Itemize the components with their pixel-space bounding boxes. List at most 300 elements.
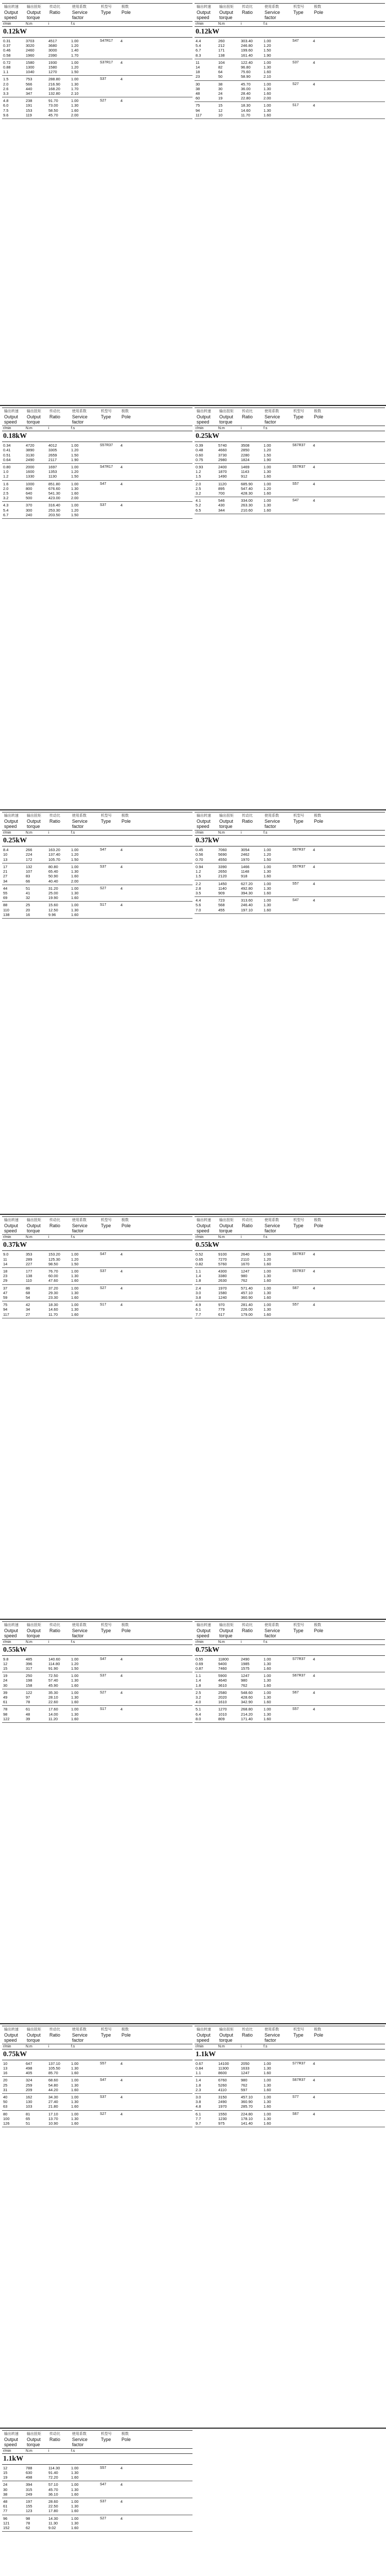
table-cell: 2980 bbox=[218, 457, 227, 462]
header-cn: 输出扭矩 bbox=[27, 1623, 41, 1627]
table-row bbox=[2, 2116, 192, 2121]
table-cell: 1610 bbox=[218, 1700, 227, 1705]
table-cell: 23 bbox=[196, 74, 200, 79]
table-row bbox=[2, 2499, 192, 2504]
type-cell: S57R37 bbox=[100, 444, 113, 448]
table-cell: 1.00 bbox=[71, 848, 79, 853]
table-cell: 1.70 bbox=[71, 53, 79, 58]
motor-group bbox=[195, 897, 385, 914]
table-row bbox=[2, 53, 192, 58]
table-cell: 3130 bbox=[26, 452, 34, 457]
header-en: Type bbox=[293, 1223, 304, 1229]
table-cell: 57.40 bbox=[48, 1678, 58, 1683]
table-cell: 163.20 bbox=[48, 848, 60, 853]
motor-group bbox=[2, 2060, 192, 2077]
table-cell: 1.30 bbox=[264, 1711, 271, 1717]
table-cell: 2050 bbox=[241, 2061, 250, 2066]
type-cell bbox=[291, 70, 312, 74]
table-cell: 457.10 bbox=[241, 2094, 253, 2099]
table-cell: 94 bbox=[3, 1307, 8, 1312]
table-cell: 1970 bbox=[218, 1285, 227, 1291]
header-en: Pole bbox=[121, 2032, 131, 2038]
table-cell: 1247 bbox=[241, 1269, 250, 1274]
table-cell: 19 bbox=[218, 96, 223, 101]
pole-cell: 4 bbox=[313, 60, 315, 65]
pole-cell bbox=[312, 491, 327, 496]
table-cell: 5.4 bbox=[3, 507, 9, 513]
unit-cell: i bbox=[48, 1235, 49, 1240]
table-cell: 1.1 bbox=[196, 2071, 201, 2076]
table-row bbox=[195, 1683, 385, 1688]
table-cell: 57.10 bbox=[48, 2482, 58, 2487]
table-row bbox=[2, 474, 192, 479]
pole-cell: 4 bbox=[120, 77, 123, 82]
table-row bbox=[2, 469, 192, 474]
table-cell: 2.0 bbox=[3, 81, 9, 87]
column-header bbox=[195, 408, 385, 426]
unit-cell: f.s bbox=[264, 427, 268, 431]
header-cell bbox=[119, 2432, 135, 2447]
type-cell bbox=[291, 469, 312, 474]
table-cell: 1.00 bbox=[71, 503, 79, 508]
pole-cell: 4 bbox=[120, 1690, 123, 1695]
table-row bbox=[2, 1662, 192, 1666]
table-cell: 627.20 bbox=[241, 881, 253, 886]
pole-cell bbox=[312, 91, 327, 96]
table-cell: 4.0 bbox=[196, 1700, 201, 1705]
pole-cell bbox=[312, 2083, 327, 2088]
table-cell: 1.60 bbox=[264, 70, 271, 75]
type-cell bbox=[291, 503, 312, 507]
power-rating: 0.12kW bbox=[2, 27, 192, 38]
table-cell: 1.00 bbox=[264, 2061, 271, 2066]
table-cell: 4110 bbox=[218, 2087, 227, 2092]
header-en: Pole bbox=[314, 2032, 324, 2038]
units-row bbox=[2, 1640, 192, 1645]
pole-cell bbox=[312, 74, 327, 79]
type-cell: S37 bbox=[100, 1674, 107, 1678]
type-cell: S37 bbox=[100, 865, 107, 869]
table-column bbox=[2, 1216, 192, 1318]
table-cell: 1.60 bbox=[264, 1278, 271, 1283]
table-row bbox=[2, 2099, 192, 2104]
power-rating: 0.18kW bbox=[2, 431, 192, 442]
unit-cell bbox=[119, 1640, 135, 1644]
table-cell: 5.2 bbox=[196, 503, 201, 508]
table-cell: 1.00 bbox=[71, 2516, 79, 2521]
table-cell: 13 bbox=[3, 857, 8, 862]
type-cell: S27 bbox=[100, 886, 107, 890]
table-cell: 13.70 bbox=[48, 2116, 58, 2121]
table-cell: 14.60 bbox=[48, 1307, 58, 1312]
table-cell: 1.8 bbox=[196, 1278, 201, 1283]
table-row bbox=[195, 857, 385, 862]
block-separator bbox=[0, 2023, 386, 2024]
table-cell: 440 bbox=[26, 86, 32, 91]
motor-group bbox=[195, 2094, 385, 2111]
table-cell: 1.60 bbox=[264, 1312, 271, 1317]
unit-cell bbox=[312, 22, 327, 26]
unit-cell: N.m bbox=[26, 2044, 32, 2048]
unit-cell: N.m bbox=[26, 22, 32, 26]
table-cell: 253.30 bbox=[48, 507, 60, 513]
table-row bbox=[195, 1278, 385, 1283]
table-row bbox=[195, 1700, 385, 1704]
header-en: Service factor bbox=[265, 819, 280, 829]
pole-cell bbox=[312, 2066, 327, 2071]
type-cell: S67 bbox=[292, 1286, 299, 1290]
unit-cell bbox=[291, 2045, 312, 2048]
header-cell bbox=[70, 1623, 99, 1638]
pole-cell: 4 bbox=[313, 498, 315, 503]
pole-cell: 4 bbox=[120, 2465, 123, 2470]
header-cell bbox=[240, 1623, 262, 1638]
table-cell: 1270 bbox=[218, 1707, 227, 1712]
header-cn: 极数 bbox=[121, 410, 129, 414]
header-cell bbox=[291, 814, 312, 829]
column-header bbox=[195, 812, 385, 831]
table-cell: 28.10 bbox=[48, 1694, 58, 1700]
table-cell: 6.7 bbox=[196, 48, 201, 53]
table-cell: 20 bbox=[3, 2078, 8, 2083]
header-en: Service factor bbox=[265, 2032, 280, 2043]
table-row bbox=[2, 1666, 192, 1671]
table-cell: 15 bbox=[218, 103, 223, 108]
type-cell bbox=[291, 91, 312, 96]
table-cell: 9100 bbox=[218, 1252, 227, 1257]
table-cell: 1.30 bbox=[71, 2065, 79, 2071]
table-row bbox=[195, 1666, 385, 1671]
header-en: Pole bbox=[314, 1628, 324, 1633]
pole-cell: 4 bbox=[313, 1302, 315, 1308]
table-cell: 1.30 bbox=[71, 1678, 79, 1683]
table-cell: 1.00 bbox=[71, 2482, 79, 2487]
header-en: Output speed bbox=[4, 10, 19, 20]
unit-cell bbox=[99, 1235, 119, 1239]
header-cell bbox=[25, 1623, 47, 1638]
table-cell: 1.00 bbox=[264, 864, 271, 869]
table-cell: 1.30 bbox=[71, 869, 79, 874]
type-cell: S57R37 bbox=[292, 865, 306, 869]
header-cn: 机型号 bbox=[101, 1623, 112, 1627]
pole-cell: 4 bbox=[120, 903, 123, 908]
table-cell: 1.00 bbox=[71, 2499, 79, 2504]
table-cell: 6.1 bbox=[196, 1307, 201, 1312]
pole-cell bbox=[119, 1700, 135, 1704]
header-en: Service factor bbox=[265, 1223, 280, 1234]
pole-cell: 4 bbox=[120, 1707, 123, 1712]
table-cell: 1.60 bbox=[264, 907, 271, 912]
table-cell: 65.40 bbox=[48, 869, 58, 874]
table-cell: 1.60 bbox=[71, 490, 79, 496]
pole-cell bbox=[119, 912, 135, 917]
type-cell: S47 bbox=[100, 1657, 107, 1661]
type-cell bbox=[291, 96, 312, 100]
type-cell: S57R37 bbox=[292, 465, 306, 469]
motor-group bbox=[195, 1689, 385, 1706]
type-cell: S77R37 bbox=[292, 2061, 306, 2065]
table-cell: 0.31 bbox=[3, 39, 11, 43]
table-cell: 1.90 bbox=[264, 53, 271, 58]
table-cell: 2120 bbox=[218, 874, 227, 879]
table-cell: 2850 bbox=[241, 448, 250, 453]
header-en: Output torque bbox=[27, 819, 41, 829]
units-row bbox=[2, 831, 192, 836]
table-cell: 597 bbox=[241, 2087, 248, 2092]
header-en: Output speed bbox=[197, 10, 211, 20]
table-cell: 9.02 bbox=[48, 2526, 56, 2531]
table-row bbox=[2, 2066, 192, 2071]
type-cell bbox=[99, 1662, 119, 1666]
table-cell: 21.80 bbox=[48, 2104, 58, 2109]
header-cn: 传动比 bbox=[49, 1218, 60, 1223]
pole-cell bbox=[312, 1312, 327, 1317]
header-cell bbox=[217, 814, 240, 829]
pole-cell bbox=[312, 53, 327, 58]
table-cell: 0.34 bbox=[3, 443, 11, 448]
power-rating: 0.37kW bbox=[2, 1240, 192, 1251]
table-cell: 3.5 bbox=[196, 890, 201, 895]
pole-cell bbox=[119, 87, 135, 91]
header-en: Output speed bbox=[4, 414, 19, 425]
table-cell: 1.60 bbox=[71, 2121, 79, 2126]
table-cell: 4.3 bbox=[3, 503, 9, 508]
unit-cell bbox=[99, 2449, 119, 2453]
table-cell: 141.40 bbox=[241, 2121, 253, 2126]
table-cell: 0.69 bbox=[196, 1661, 203, 1666]
table-cell: 1.20 bbox=[71, 1257, 79, 1262]
table-cell: 1.00 bbox=[264, 443, 271, 448]
table-cell: 10 bbox=[3, 852, 8, 857]
table-cell: 2.5 bbox=[196, 486, 201, 491]
table-cell: 7270 bbox=[218, 1257, 227, 1262]
type-cell: S17 bbox=[100, 1303, 107, 1307]
header-cn: 输出扭矩 bbox=[219, 5, 234, 9]
table-cell: 27.40 bbox=[48, 2099, 58, 2105]
table-row bbox=[2, 886, 192, 891]
type-cell bbox=[291, 1666, 312, 1671]
pole-cell bbox=[312, 1295, 327, 1300]
table-cell: 1.30 bbox=[71, 2099, 79, 2105]
table-cell: 0.56 bbox=[196, 852, 203, 857]
type-cell bbox=[99, 474, 119, 479]
table-cell: 1.00 bbox=[71, 903, 79, 908]
table-row bbox=[2, 1278, 192, 1283]
table-cell: 121 bbox=[3, 2520, 10, 2526]
pole-cell: 4 bbox=[313, 848, 315, 853]
pole-cell bbox=[119, 65, 135, 70]
table-cell: 1.60 bbox=[264, 890, 271, 895]
table-cell: 198 bbox=[26, 1678, 32, 1683]
type-cell bbox=[99, 457, 119, 462]
table-cell: 3000 bbox=[48, 48, 57, 53]
header-cell bbox=[47, 2432, 70, 2447]
table-cell: 17 bbox=[3, 864, 8, 869]
pole-cell bbox=[119, 457, 135, 462]
type-cell bbox=[99, 908, 119, 912]
table-cell: 6.5 bbox=[196, 507, 201, 513]
table-cell: 1.00 bbox=[71, 1690, 79, 1695]
pole-cell bbox=[312, 908, 327, 912]
table-cell: 1490 bbox=[218, 474, 227, 479]
power-rating: 0.55kW bbox=[195, 1240, 385, 1251]
type-cell bbox=[291, 2083, 312, 2088]
pole-cell bbox=[119, 1274, 135, 1278]
table-cell: 38 bbox=[3, 2492, 8, 2497]
motor-group bbox=[2, 1689, 192, 1706]
type-cell: S77R37 bbox=[292, 1657, 306, 1661]
type-cell bbox=[99, 857, 119, 862]
header-cn: 机型号 bbox=[101, 2027, 112, 2031]
table-cell: 485 bbox=[26, 1656, 32, 1662]
table-row bbox=[195, 898, 385, 903]
table-cell: 1.2 bbox=[3, 474, 9, 479]
header-cn: 输出转速 bbox=[4, 2027, 19, 2031]
table-row bbox=[2, 2061, 192, 2066]
table-cell: 2400 bbox=[218, 464, 227, 469]
pole-cell bbox=[119, 469, 135, 474]
type-cell: S27 bbox=[100, 1286, 107, 1290]
type-cell: S47 bbox=[292, 899, 299, 903]
table-cell: 72.50 bbox=[48, 1673, 58, 1679]
pole-cell: 4 bbox=[313, 1673, 315, 1679]
table-cell: 11300 bbox=[218, 2065, 229, 2071]
table-cell: 9400 bbox=[218, 1661, 227, 1666]
table-cell: 2280 bbox=[241, 452, 250, 457]
table-row bbox=[195, 453, 385, 457]
table-row bbox=[195, 2071, 385, 2075]
table-cell: 29.30 bbox=[48, 1290, 58, 1295]
type-cell bbox=[99, 1695, 119, 1700]
motor-group bbox=[195, 1251, 385, 1268]
pole-cell bbox=[119, 874, 135, 878]
type-cell: S67 bbox=[292, 2112, 299, 2116]
type-cell: S57 bbox=[292, 1303, 299, 1307]
header-cell bbox=[195, 2027, 217, 2043]
pole-cell bbox=[312, 1678, 327, 1683]
table-cell: 78 bbox=[3, 1707, 8, 1712]
type-cell bbox=[291, 491, 312, 496]
type-cell: S37 bbox=[100, 77, 107, 81]
table-cell: 2.3 bbox=[196, 2087, 201, 2092]
table-cell: 11 bbox=[3, 1257, 7, 1262]
table-cell: 1.60 bbox=[71, 2526, 79, 2531]
table-cell: 63 bbox=[3, 2104, 8, 2109]
table-cell: 14100 bbox=[218, 2061, 229, 2066]
table-cell: 3.8 bbox=[196, 2099, 201, 2105]
pole-cell bbox=[312, 2116, 327, 2121]
table-row bbox=[195, 91, 385, 96]
header-cn: 输出扭矩 bbox=[27, 2432, 41, 2436]
table-cell: 117 bbox=[3, 1312, 9, 1317]
motor-group bbox=[195, 1268, 385, 1285]
header-en: Pole bbox=[314, 819, 324, 824]
table-cell: 224 bbox=[26, 852, 32, 857]
header-cell bbox=[119, 1218, 135, 1233]
header-cell bbox=[47, 5, 70, 20]
table-cell: 1.30 bbox=[264, 869, 271, 874]
table-cell: 51 bbox=[26, 2121, 30, 2126]
unit-cell bbox=[119, 1235, 135, 1239]
table-cell: 62 bbox=[26, 2526, 30, 2531]
table-row bbox=[2, 113, 192, 117]
pole-cell bbox=[312, 448, 327, 452]
motor-group bbox=[2, 1251, 192, 1268]
table-cell: 1247 bbox=[241, 2071, 250, 2076]
type-cell bbox=[291, 891, 312, 895]
table-cell: 2640 bbox=[241, 1252, 250, 1257]
pole-cell bbox=[312, 2071, 327, 2075]
pole-cell bbox=[119, 2071, 135, 2075]
table-cell: 28.40 bbox=[241, 91, 251, 96]
header-en: Type bbox=[293, 819, 304, 824]
pole-cell bbox=[312, 48, 327, 53]
header-cell bbox=[195, 1218, 217, 1233]
table-cell: 11.70 bbox=[241, 112, 251, 117]
type-cell bbox=[99, 108, 119, 113]
table-cell: 360.90 bbox=[241, 1295, 253, 1300]
table-cell: 918 bbox=[241, 874, 248, 879]
pole-cell bbox=[119, 2509, 135, 2513]
table-cell: 7.7 bbox=[196, 2116, 201, 2121]
table-cell: 14.60 bbox=[241, 108, 251, 113]
header-cn: 使用系数 bbox=[265, 410, 279, 414]
table-cell: 285.70 bbox=[241, 2104, 253, 2109]
pole-cell: 4 bbox=[120, 1656, 123, 1662]
column-header bbox=[195, 1621, 385, 1640]
table-cell: 3610 bbox=[218, 1683, 227, 1688]
table-cell: 47.60 bbox=[48, 1278, 58, 1283]
type-cell bbox=[291, 908, 312, 912]
type-cell bbox=[99, 496, 119, 500]
table-cell: 912 bbox=[241, 474, 248, 479]
unit-cell: f.s bbox=[71, 831, 75, 835]
header-cell bbox=[240, 2027, 262, 2043]
table-cell: 1.30 bbox=[264, 1274, 271, 1279]
table-cell: 3390 bbox=[218, 864, 227, 869]
table-cell: 214.20 bbox=[241, 1711, 253, 1717]
table-row bbox=[2, 848, 192, 852]
table-cell: 1.50 bbox=[71, 512, 79, 517]
table-row bbox=[195, 1312, 385, 1317]
table-cell: 3020 bbox=[26, 43, 34, 48]
table-cell: 138 bbox=[3, 912, 10, 917]
header-en: Output torque bbox=[219, 414, 234, 425]
table-cell: 1.1 bbox=[3, 70, 9, 75]
table-cell: 105.70 bbox=[48, 857, 60, 862]
table-cell: 779 bbox=[218, 1307, 225, 1312]
table-cell: 203.50 bbox=[48, 512, 60, 517]
header-en: Pole bbox=[314, 10, 324, 15]
table-row bbox=[195, 498, 385, 503]
header-cell bbox=[70, 814, 99, 829]
table-cell: 1.30 bbox=[264, 2082, 271, 2088]
table-cell: 98 bbox=[26, 2516, 30, 2521]
header-en: Output torque bbox=[27, 1223, 41, 1234]
table-cell: 22.80 bbox=[241, 96, 251, 101]
type-cell: S47R17 bbox=[100, 39, 113, 43]
header-en: Pole bbox=[121, 10, 131, 15]
type-cell: S57 bbox=[100, 2061, 107, 2065]
unit-cell: i bbox=[241, 1235, 242, 1240]
table-cell: 12 bbox=[218, 108, 223, 113]
type-cell bbox=[291, 1295, 312, 1300]
table-cell: 117 bbox=[196, 112, 202, 117]
header-en: Output torque bbox=[27, 1628, 41, 1638]
table-cell: 1.30 bbox=[264, 503, 271, 508]
type-cell bbox=[291, 1695, 312, 1700]
header-cell bbox=[47, 1218, 70, 1233]
